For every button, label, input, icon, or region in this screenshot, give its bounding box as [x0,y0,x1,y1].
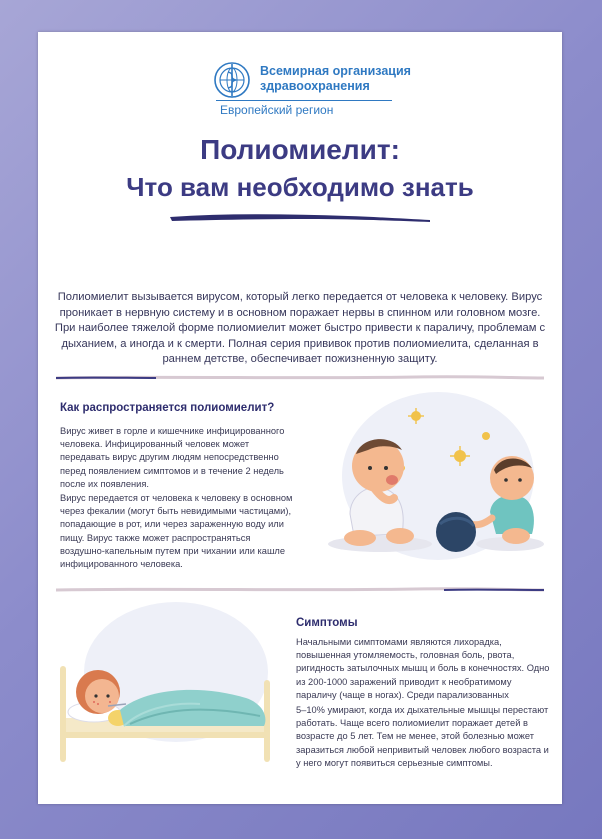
page-title-line1: Полиомиелит: [200,134,400,165]
intro-paragraph: Полиомиелит вызывается вирусом, который легко передается от человека к человеку. Вирус проникает в нервную систему и в основном поражает нервы в спинном или головном мозге. При наиболее тяжелой форме полиомиелит может быстро привести к параличу, проблемам с дыханием, а иногда и к смерти. Полная серия прививок против полиомиелита, сделанная в раннем детстве, обеспечивает пожизненную защиту. [54,291,546,365]
who-emblem-icon [212,60,252,100]
who-logo [212,58,412,116]
symptoms-paragraph-1: Начальными симптомами являются лихорадка, повышенная утомляемость, головная боль, рвота, ригидность затылочных мышц и боль в конечностях. Одно из 200-1000 заражений приводит к необратимому параличу (чаще в ногах). Среди парализованных [296,637,550,700]
symptoms-heading: Симптомы [296,617,358,629]
spread-heading: Как распространяется полиомиелит? [60,402,275,414]
spread-paragraph-2: Вирус передается от человека к человеку в основном через фекалии (могут быть невидимыми частицами), попадающие в рот, или через зараженную воду или пищу. Вирус также может распространяться воздушно-капельным путем при чихании или кашле инфицированного человека. [60,493,293,570]
babies-playing-illustration [310,384,548,560]
title-underline-stroke [168,210,432,224]
spread-paragraph-1: Вирус живет в горле и кишечнике инфицированного человека. Инфицированный человек может передавать вирус другим людям непосредственно перед появлением симптомов и в течение 2 недель после их появления. [60,426,285,489]
org-name-line2: здравоохранения [260,79,370,93]
page-title-line2: Что вам необходимо знать [126,172,474,202]
logo-divider [216,100,392,101]
leaflet-page [38,32,562,804]
org-name-line1: Всемирная организация [260,64,411,78]
region-label: Европейский регион [220,103,334,117]
section-divider [56,374,544,382]
section-divider-2 [56,586,544,594]
sick-child-in-bed-illustration [50,600,286,776]
symptoms-paragraph-2: 5–10% умирают, когда их дыхательные мышцы перестают работать. Чаще всего полиомиелит поражает детей в возрасте до 5 лет. Тем не менее, этой болезнью может заразиться любой непривитый человек любого возраста и у него могут появиться серьезные симптомы. [296,705,549,768]
